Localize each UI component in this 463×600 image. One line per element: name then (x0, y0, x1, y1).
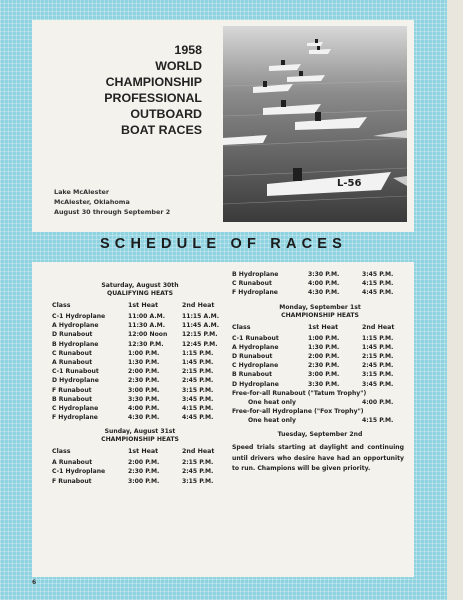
second-heat-time: 3:45 P.M. (362, 380, 394, 388)
first-heat-time: 3:30 P.M. (128, 395, 160, 403)
race-class: F Hydroplane (52, 414, 98, 422)
table-row (52, 386, 228, 395)
table-row (52, 477, 228, 486)
schedule-right-column (232, 270, 408, 474)
second-heat-time: 4:45 P.M. (362, 289, 394, 297)
table-row (232, 270, 408, 279)
first-heat-time: 11:00 A.M. (128, 313, 166, 320)
table-row (52, 340, 228, 349)
col-1st-heat: 1st Heat (308, 323, 339, 331)
first-heat-time: 2:30 P.M. (128, 468, 160, 476)
table-row (232, 343, 408, 352)
table-row (52, 312, 228, 321)
second-heat-time: 2:15 P.M. (182, 459, 214, 467)
first-heat-time: 2:30 P.M. (128, 377, 160, 385)
second-heat-time: 3:15 P.M. (182, 477, 214, 485)
title-line: WORLD (155, 59, 202, 73)
title-line: PROFESSIONAL (104, 91, 202, 105)
first-heat-time: 1:30 P.M. (308, 343, 340, 351)
race-class: B Hydroplane (52, 340, 99, 348)
race-class: F Hydroplane (232, 289, 278, 297)
second-heat-time: 3:45 P.M. (182, 395, 214, 403)
second-heat-time: 3:45 P.M. (362, 271, 394, 278)
col-2nd-heat: 2nd Heat (182, 302, 215, 309)
col-1st-heat: 1st Heat (128, 448, 159, 456)
location-city: McAlester, Oklahoma (54, 198, 130, 206)
second-heat-time: 1:45 P.M. (182, 358, 214, 366)
table-header (52, 446, 228, 458)
heat-time: 4:15 P.M. (362, 417, 394, 425)
second-heat-time: 4:45 P.M. (182, 414, 214, 422)
race-class: C Hydroplane (232, 362, 279, 370)
second-heat-time: 2:15 P.M. (182, 368, 214, 376)
second-heat-time: 2:45 P.M. (182, 468, 214, 476)
race-class: A Hydroplane (232, 343, 279, 351)
first-heat-time: 2:00 P.M. (128, 459, 160, 467)
saturday-table (52, 312, 228, 422)
sunday-table (52, 458, 228, 486)
first-heat-time: 3:00 P.M. (128, 386, 160, 394)
second-heat-time: 3:15 P.M. (182, 386, 214, 394)
race-class: C Hydroplane (52, 404, 99, 412)
first-heat-time: 12:00 Noon (128, 331, 168, 339)
race-class: F Runabout (52, 477, 92, 485)
second-heat-time: 4:15 P.M. (182, 404, 214, 412)
col-2nd-heat: 2nd Heat (182, 448, 215, 456)
col-class: Class (52, 448, 71, 456)
race-class: C Runabout (232, 280, 272, 288)
table-row (52, 467, 228, 476)
qualifying-heats-subtitle: QUALIFYING HEATS (107, 290, 173, 297)
race-class: B Runabout (232, 371, 273, 379)
table-header (232, 322, 408, 334)
header-panel (32, 20, 414, 232)
race-class: C-1 Hydroplane (52, 468, 106, 476)
table-row (52, 395, 228, 404)
table-header (52, 300, 228, 312)
table-row (52, 376, 228, 385)
second-heat-time: 1:15 P.M. (182, 349, 214, 357)
table-row (232, 361, 408, 370)
first-heat-time: 3:30 P.M. (308, 380, 340, 388)
second-heat-time: 2:15 P.M. (362, 352, 394, 360)
second-heat-time: 4:15 P.M. (362, 280, 394, 288)
heat-time: 4:00 P.M. (362, 398, 394, 406)
first-heat-time: 11:30 A.M. (128, 322, 166, 330)
race-class: D Runabout (52, 331, 93, 339)
free-for-all-runabout: Free-for-all Runabout ("Tatum Trophy") (232, 389, 367, 397)
second-heat-time: 3:15 P.M. (362, 371, 394, 379)
location-lake: Lake McAlester (54, 188, 109, 196)
first-heat-time: 4:30 P.M. (128, 414, 160, 422)
second-heat-time: 2:45 P.M. (362, 362, 394, 370)
first-heat-time: 1:00 P.M. (128, 349, 160, 357)
race-class: C-1 Hydroplane (52, 313, 106, 320)
second-heat-time: 1:45 P.M. (362, 343, 394, 351)
col-1st-heat: 1st Heat (128, 302, 159, 309)
first-heat-time: 2:00 P.M. (308, 352, 340, 360)
day-heading-saturday: Saturday, August 30th (101, 282, 179, 289)
free-for-all-hydroplane: Free-for-all Hydroplane ("Fox Trophy") (232, 408, 364, 416)
first-heat-time: 4:00 P.M. (308, 280, 340, 288)
col-class: Class (52, 302, 71, 309)
table-row (232, 352, 408, 361)
race-class: F Runabout (52, 386, 92, 394)
first-heat-time: 1:00 P.M. (308, 334, 340, 342)
table-row (52, 358, 228, 367)
championship-heats-subtitle: CHAMPIONSHIP HEATS (281, 311, 359, 319)
race-class: A Hydroplane (52, 322, 99, 330)
event-location (54, 187, 170, 217)
day-heading-sunday: Sunday, August 31st (104, 428, 176, 436)
first-heat-time: 2:00 P.M. (128, 368, 160, 376)
page-number: 6 (32, 579, 37, 586)
race-class: B Runabout (52, 395, 93, 403)
col-2nd-heat: 2nd Heat (362, 323, 395, 331)
second-heat-time: 1:15 P.M. (362, 334, 394, 342)
page-edge (447, 0, 463, 600)
race-class: D Runabout (232, 352, 273, 360)
table-row (52, 404, 228, 413)
table-row (52, 413, 228, 422)
table-row (232, 279, 408, 288)
first-heat-time: 3:00 P.M. (128, 477, 160, 485)
speed-trials-note: Speed trials starting at daylight and continuing until drivers who desire have had an opportunity to run. Champions will be given priority. (232, 444, 404, 473)
race-class: C-1 Runabout (232, 334, 279, 342)
race-class: C-1 Runabout (52, 368, 99, 376)
one-heat-label: One heat only (248, 417, 296, 425)
free-for-all-hydroplane-time (232, 416, 408, 425)
first-heat-time: 3:30 P.M. (308, 271, 340, 278)
day-heading-tuesday: Tuesday, September 2nd (277, 431, 363, 439)
first-heat-time: 4:00 P.M. (128, 404, 160, 412)
race-class: D Hydroplane (232, 380, 279, 388)
first-heat-time: 12:30 P.M. (128, 340, 164, 348)
second-heat-time: 11:45 A.M. (182, 322, 220, 330)
second-heat-time: 12:45 P.M. (182, 340, 218, 348)
table-row (52, 367, 228, 376)
table-row (52, 349, 228, 358)
second-heat-time: 11:15 A.M. (182, 313, 220, 320)
day-heading-monday: Monday, September 1st (279, 303, 361, 311)
sunday-table-continued (232, 270, 408, 298)
table-row (52, 458, 228, 467)
schedule-panel (32, 262, 414, 577)
table-row (232, 288, 408, 297)
title-line: BOAT RACES (121, 123, 202, 137)
table-row (52, 330, 228, 339)
second-heat-time: 12:15 P.M. (182, 331, 218, 339)
table-row (232, 370, 408, 379)
race-class: C Runabout (52, 349, 92, 357)
first-heat-time: 2:30 P.M. (308, 362, 340, 370)
boat-number-label: L-56 (337, 178, 362, 189)
col-class: Class (232, 323, 251, 331)
event-title (104, 42, 202, 138)
title-line: OUTBOARD (130, 107, 202, 121)
first-heat-time: 1:30 P.M. (128, 358, 160, 366)
race-class: A Runabout (52, 459, 93, 467)
championship-heats-subtitle: CHAMPIONSHIP HEATS (101, 436, 179, 444)
schedule-left-column (52, 282, 228, 486)
first-heat-time: 3:00 P.M. (308, 371, 340, 379)
schedule-heading: SCHEDULE OF RACES (99, 236, 348, 252)
one-heat-label: One heat only (248, 398, 296, 406)
race-class: A Runabout (52, 358, 93, 366)
table-row (232, 380, 408, 389)
title-line-year: 1958 (174, 43, 202, 57)
table-row (232, 334, 408, 343)
first-heat-time: 4:30 P.M. (308, 289, 340, 297)
second-heat-time: 2:45 P.M. (182, 377, 214, 385)
boat-race-photo (223, 26, 407, 222)
race-class: D Hydroplane (52, 377, 99, 385)
location-dates: August 30 through September 2 (54, 208, 171, 216)
table-row (52, 321, 228, 330)
title-line: CHAMPIONSHIP (105, 75, 202, 89)
monday-table (232, 334, 408, 389)
race-class: B Hydroplane (232, 271, 279, 278)
free-for-all-runabout-time (232, 398, 408, 407)
